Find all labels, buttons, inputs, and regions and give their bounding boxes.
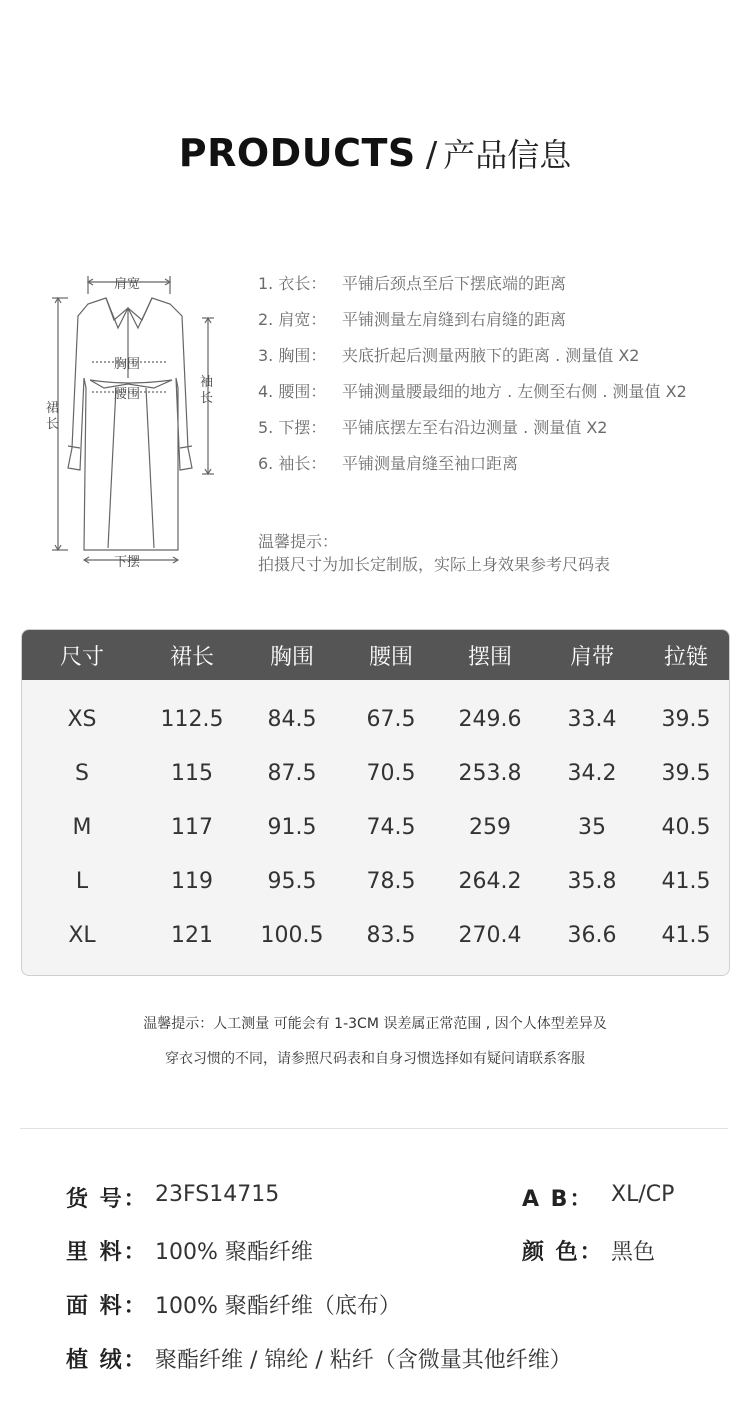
table-row (22, 692, 729, 746)
table-cell: M (72, 814, 92, 840)
size-table-header (22, 630, 729, 680)
measurement-item: 3. 胸围： 夹底折起后测量两腋下的距离 . 测量值 X2 (258, 346, 640, 365)
measurement-item: 1. 衣长： 平铺后颈点至后下摆底端的距离 (258, 274, 567, 293)
ab-label: A B： (522, 1187, 594, 1212)
lining-label: 里 料： (66, 1240, 148, 1265)
measurement-item: 2. 肩宽： 平铺测量左肩缝到右肩缝的距离 (258, 310, 567, 329)
label-sleeve-2: 长 (200, 391, 214, 406)
table-cell: 67.5 (366, 706, 416, 732)
ab-value: XL/CP (611, 1182, 675, 1207)
tip-title: 温馨提示： (258, 532, 339, 551)
table-cell: 270.4 (458, 922, 522, 948)
label-skirt-length-1: 裙 (46, 401, 60, 416)
size-note-line: 穿衣习惯的不同，请参照尺码表和自身习惯选择如有疑问请联系客服 (165, 1051, 585, 1067)
measurement-item: 6. 袖长： 平铺测量肩缝至袖口距离 (258, 454, 519, 473)
table-cell: 83.5 (366, 922, 416, 948)
label-skirt-length-2: 长 (46, 417, 60, 432)
header-cell: 摆围 (467, 644, 512, 670)
measurement-item: 4. 腰围： 平铺测量腰最细的地方 . 左侧至右侧 . 测量值 X2 (258, 382, 687, 401)
table-row (22, 854, 729, 908)
color-label: 颜 色： (522, 1240, 604, 1265)
flocking-value: 聚酯纤维 / 锦纶 / 粘纤（含微量其他纤维） (155, 1348, 572, 1373)
table-row (22, 800, 729, 854)
table-cell: 95.5 (267, 868, 317, 894)
table-cell: 259 (469, 814, 511, 840)
page-header (0, 130, 750, 176)
measurement-instructions (258, 272, 687, 488)
measurement-item: 5. 下摆： 平铺底摆左至右沿边测量 . 测量值 X2 (258, 418, 608, 437)
table-cell: XL (68, 922, 96, 948)
header-cell: 拉链 (663, 644, 708, 670)
table-cell: 112.5 (160, 706, 224, 732)
table-cell: 253.8 (458, 760, 522, 786)
label-waist: 腰围 (114, 387, 141, 402)
table-cell: 34.2 (567, 760, 617, 786)
table-cell: 87.5 (267, 760, 317, 786)
table-cell: S (75, 760, 89, 786)
table-cell: 39.5 (661, 760, 711, 786)
label-shoulder: 肩宽 (114, 277, 141, 292)
table-cell: 35 (578, 814, 606, 840)
table-cell: 117 (171, 814, 213, 840)
label-chest: 胸围 (114, 357, 141, 372)
table-cell: 100.5 (260, 922, 324, 948)
table-cell: 70.5 (366, 760, 416, 786)
table-row (22, 746, 729, 800)
item-no-label: 货 号： (66, 1187, 148, 1212)
table-cell: 40.5 (661, 814, 711, 840)
fabric-value: 100% 聚酯纤维（底布） (155, 1294, 401, 1319)
tip-text: 拍摄尺寸为加长定制版，实际上身效果参考尺码表 (258, 555, 611, 574)
table-cell: 35.8 (567, 868, 617, 894)
title-english: PRODUCTS (178, 131, 416, 175)
title-chinese: 产品信息 (443, 136, 572, 174)
table-cell: 36.6 (567, 922, 617, 948)
size-note (0, 1012, 750, 1082)
table-cell: 41.5 (661, 922, 711, 948)
collar-outline (106, 298, 152, 320)
header-cell: 裙长 (169, 644, 214, 670)
table-cell: 91.5 (267, 814, 317, 840)
color-value: 黑色 (611, 1240, 656, 1265)
table-row (22, 908, 729, 962)
table-cell: 41.5 (661, 868, 711, 894)
header-cell: 肩带 (569, 644, 614, 670)
table-cell: 119 (171, 868, 213, 894)
size-note-line: 温馨提示：人工测量 可能会有 1-3CM 误差属正常范围 , 因个人体型差异及 (143, 1016, 607, 1032)
table-cell: 84.5 (267, 706, 317, 732)
size-table (21, 629, 730, 976)
measurement-tip (258, 530, 610, 576)
table-cell: 39.5 (661, 706, 711, 732)
table-cell: 121 (171, 922, 213, 948)
table-cell: 249.6 (458, 706, 522, 732)
section-divider (20, 1128, 728, 1129)
table-cell: 33.4 (567, 706, 617, 732)
dress-outline (68, 298, 192, 550)
table-cell: L (75, 868, 89, 894)
header-cell: 胸围 (269, 644, 314, 670)
label-sleeve-1: 袖 (200, 375, 214, 390)
title-separator: / (425, 135, 438, 175)
lining-value: 100% 聚酯纤维 (155, 1240, 313, 1265)
header-cell: 腰围 (368, 644, 413, 670)
table-cell: 115 (171, 760, 213, 786)
table-cell: XS (67, 706, 97, 732)
label-hem: 下摆 (114, 555, 141, 570)
flocking-label: 植 绒： (66, 1348, 148, 1373)
table-cell: 74.5 (366, 814, 416, 840)
header-cell: 尺寸 (59, 644, 104, 670)
table-cell: 78.5 (366, 868, 416, 894)
dress-measurement-diagram (28, 268, 228, 574)
fabric-label: 面 料： (66, 1294, 148, 1319)
item-no-value: 23FS14715 (155, 1182, 280, 1207)
table-cell: 264.2 (458, 868, 522, 894)
